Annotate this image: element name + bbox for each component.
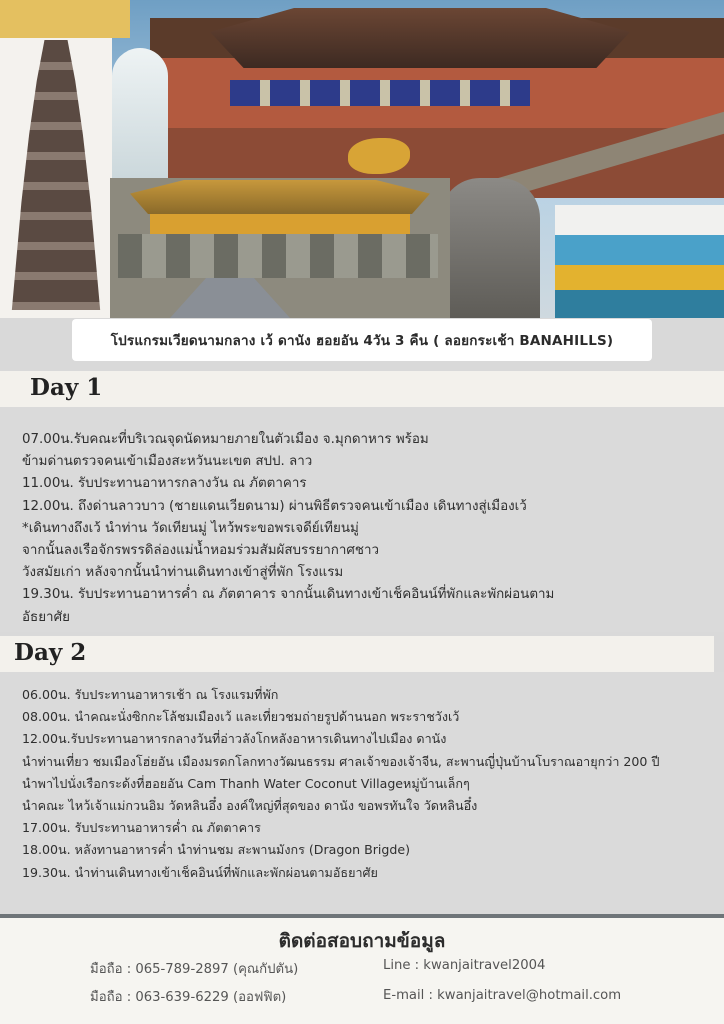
list-item: นำพาไปนั่งเรือกระด้งที่ฮอยอัน Cam Thanh Water Coconut Villageหมู่บ้านเล็กๆ (22, 775, 470, 791)
program-title: โปรแกรมเวียดนามกลาง เว้ ดานัง ฮอยอัน 4วัน 3 คืน ( ลอยกระเช้า BANAHILLS) (72, 319, 652, 361)
list-item: *เดินทางถึงเว้ นำท่าน วัดเทียนมู่ ไหว้พระขอพรเจดีย์เทียนมู่ (22, 520, 359, 536)
list-item: 07.00น.รับคณะที่บริเวณจุดนัดหมายภายในตัวเมือง จ.มุกดาหาร พร้อม (22, 432, 429, 447)
list-item: 18.00น. หลังทานอาหารค่ำ นำท่านชม สะพานมังกร (Dragon Brigde) (22, 842, 411, 858)
list-item: 11.00น. รับประทานอาหารกลางวัน ณ ภัตตาคาร (22, 476, 307, 492)
day2-item-list (22, 684, 659, 884)
yellow-wall-photo (0, 0, 130, 38)
day2-label: Day 2 (14, 639, 87, 666)
contact-title: ติดต่อสอบถามข้อมูล (278, 930, 446, 952)
japanese-covered-bridge-photo (150, 18, 724, 198)
contact-footer (0, 918, 724, 1024)
guanyin-statue-photo (112, 48, 168, 188)
list-item: วังสมัยเก่า หลังจากนั้นนำท่านเดินทางเข้าสู่ที่พัก โรงแรม (22, 565, 344, 581)
hero-photo-collage (0, 0, 724, 318)
citadel-roof-upper (130, 180, 430, 214)
stone-hands-photo (440, 178, 540, 318)
phone-contact-2: มือถือ : 063-639-6229 (ออฟฟิต) (90, 990, 287, 1005)
phone-contact-1: มือถือ : 065-789-2897 (คุณกัปตัน) (90, 962, 299, 977)
list-item: 12.00น. ถึงด่านลาวบาว (ชายแดนเวียดนาม) ผ่านพิธีตรวจคนเข้าเมือง เดินทางสู่เมืองเว้ (22, 498, 527, 514)
bridge-windows (230, 80, 530, 106)
email-contact: E-mail : kwanjaitravel@hotmail.com (383, 988, 622, 1003)
list-item: 08.00น. นำคณะนั่งซิกกะโล้ชมเมืองเว้ และเที่ยวชมถ่ายรูปด้านนอก พระราชวังเว้ (22, 709, 460, 725)
citadel-roof-lower (150, 214, 410, 234)
dragon-head-photo (348, 138, 410, 174)
day2-schedule (0, 672, 724, 910)
list-item: 19.30น. รับประทานอาหารค่ำ ณ ภัตตาคาร จากนั้นเดินทางเข้าเช็คอินน์ที่พักและพักผ่อนตาม (22, 587, 555, 603)
list-item: นำท่านเที่ยว ชมเมืองโฮ่ยอัน เมืองมรดกโลกทางวัฒนธรรม ศาลเจ้าของเจ้าจีน, สะพานญี่ปุ่นบ้านโบราณอายุกว่า 200 ปี (22, 753, 660, 769)
list-item: จากนั้นลงเรือจักรพรรดิล่องแม่น้ำหอมร่วมสัมผัสบรรยากาศชาว (22, 543, 380, 559)
line-contact: Line : kwanjaitravel2004 (383, 958, 546, 973)
day1-label: Day 1 (30, 374, 103, 401)
list-item: 06.00น. รับประทานอาหารเช้า ณ โรงแรมที่พัก (22, 687, 279, 702)
list-item: 19.30น. นำท่านเดินทางเข้าเช็คอินน์ที่พักและพักผ่อนตามอัธยาศัย (22, 864, 378, 880)
day2-header (0, 636, 714, 672)
list-item: 12.00น.รับประทานอาหารกลางวันที่อ่าวลังโกหลังอาหารเดินทางไปเมือง ดานัง (22, 731, 447, 747)
day1-header (0, 371, 724, 407)
list-item: 17.00น. รับประทานอาหารค่ำ ณ ภัตตาคาร (22, 820, 261, 836)
citadel-gate-wall (118, 234, 438, 278)
list-item: นำคณะ ไหว้เจ้าแม่กวนอิม วัดหลินอึ๋ง องค์ใหญ่ที่สุดของ ดานัง ขอพรทันใจ วัดหลินอึ๋ง (22, 798, 478, 814)
list-item: อัธยาศัย (22, 609, 70, 625)
day1-item-list (22, 429, 554, 629)
dragon-boat-photo (555, 205, 724, 318)
day1-schedule (0, 407, 724, 632)
list-item: ข้ามด่านตรวจคนเข้าเมืองสะหวันนะเขต สปป. ลาว (22, 454, 313, 470)
